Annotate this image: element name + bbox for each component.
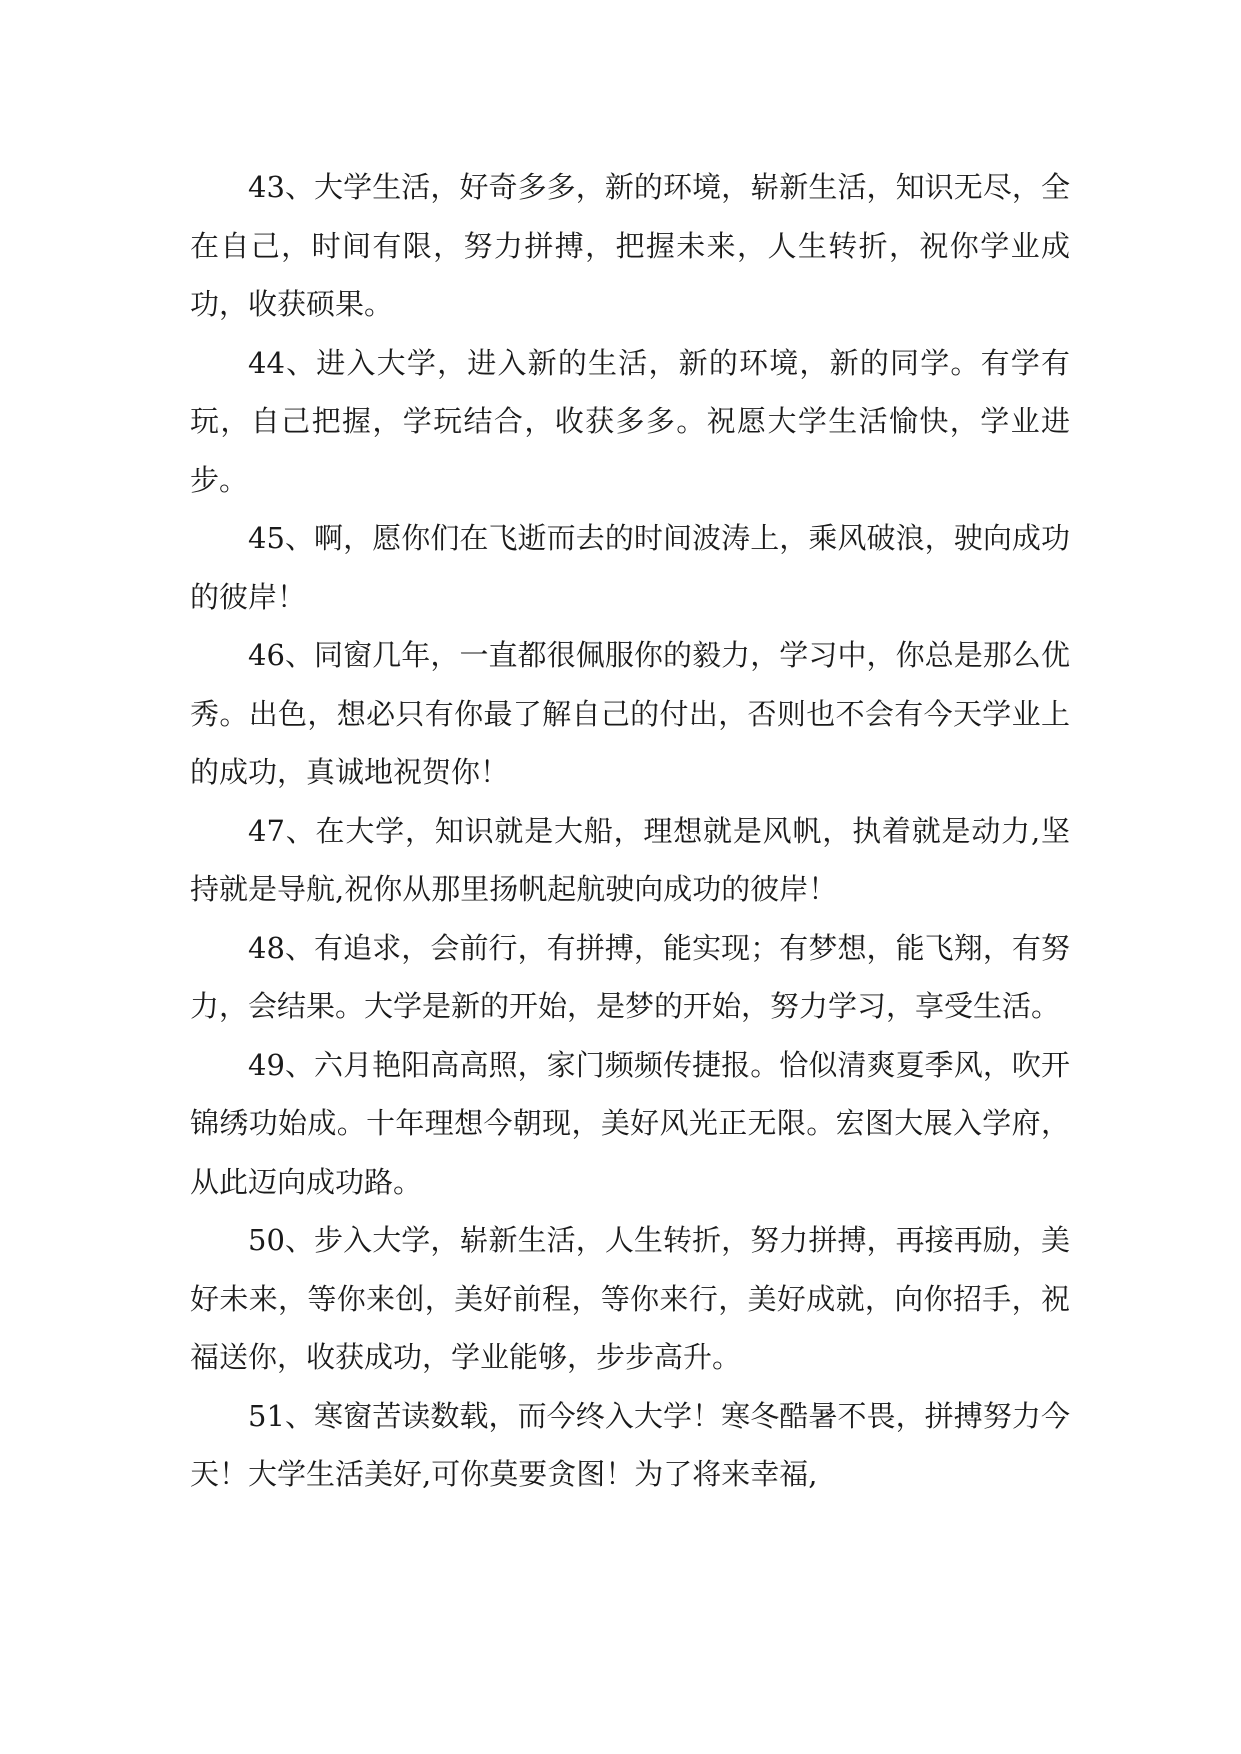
paragraph-50: 50、步入大学，崭新生活，人生转折，努力拼搏，再接再励，美好未来，等你来创，美好前程，等你来行，美好成就，向你招手，祝福送你，收获成功，学业能够，步步高升。 (190, 1223, 1070, 1374)
paragraph-46: 46、同窗几年，一直都很佩服你的毅力，学习中，你总是那么优秀。出色，想必只有你最了解自己的付出，否则也不会有今天学业上的成功，真诚地祝贺你！ (190, 638, 1070, 789)
paragraph-43: 43、大学生活，好奇多多，新的环境，崭新生活，知识无尽，全在自己，时间有限，努力拼搏，把握未来，人生转折，祝你学业成功，收获硕果。 (190, 170, 1070, 321)
paragraph-49: 49、六月艳阳高高照，家门频频传捷报。恰似清爽夏季风，吹开锦绣功始成。十年理想今朝现，美好风光正无限。宏图大展入学府，从此迈向成功路。 (190, 1047, 1070, 1199)
paragraph-47: 47、在大学，知识就是大船，理想就是风帆，执着就是动力,坚持就是导航,祝你从那里扬帆起航驶向成功的彼岸！ (190, 813, 1070, 906)
paragraph-44: 44、进入大学，进入新的生活，新的环境，新的同学。有学有玩，自己把握，学玩结合，收获多多。祝愿大学生活愉快，学业进步。 (190, 345, 1070, 497)
paragraph-51: 51、寒窗苦读数载，而今终入大学！寒冬酷暑不畏，拼搏努力今天！大学生活美好,可你莫要贪图！为了将来幸福, (190, 1398, 1070, 1491)
paragraph-48: 48、有追求，会前行，有拼搏，能实现；有梦想，能飞翔，有努力，会结果。大学是新的开始，是梦的开始，努力学习，享受生活。 (190, 930, 1070, 1023)
document-body (190, 158, 1070, 1504)
paragraph-45: 45、啊，愿你们在飞逝而去的时间波涛上，乘风破浪，驶向成功的彼岸！ (190, 521, 1070, 614)
